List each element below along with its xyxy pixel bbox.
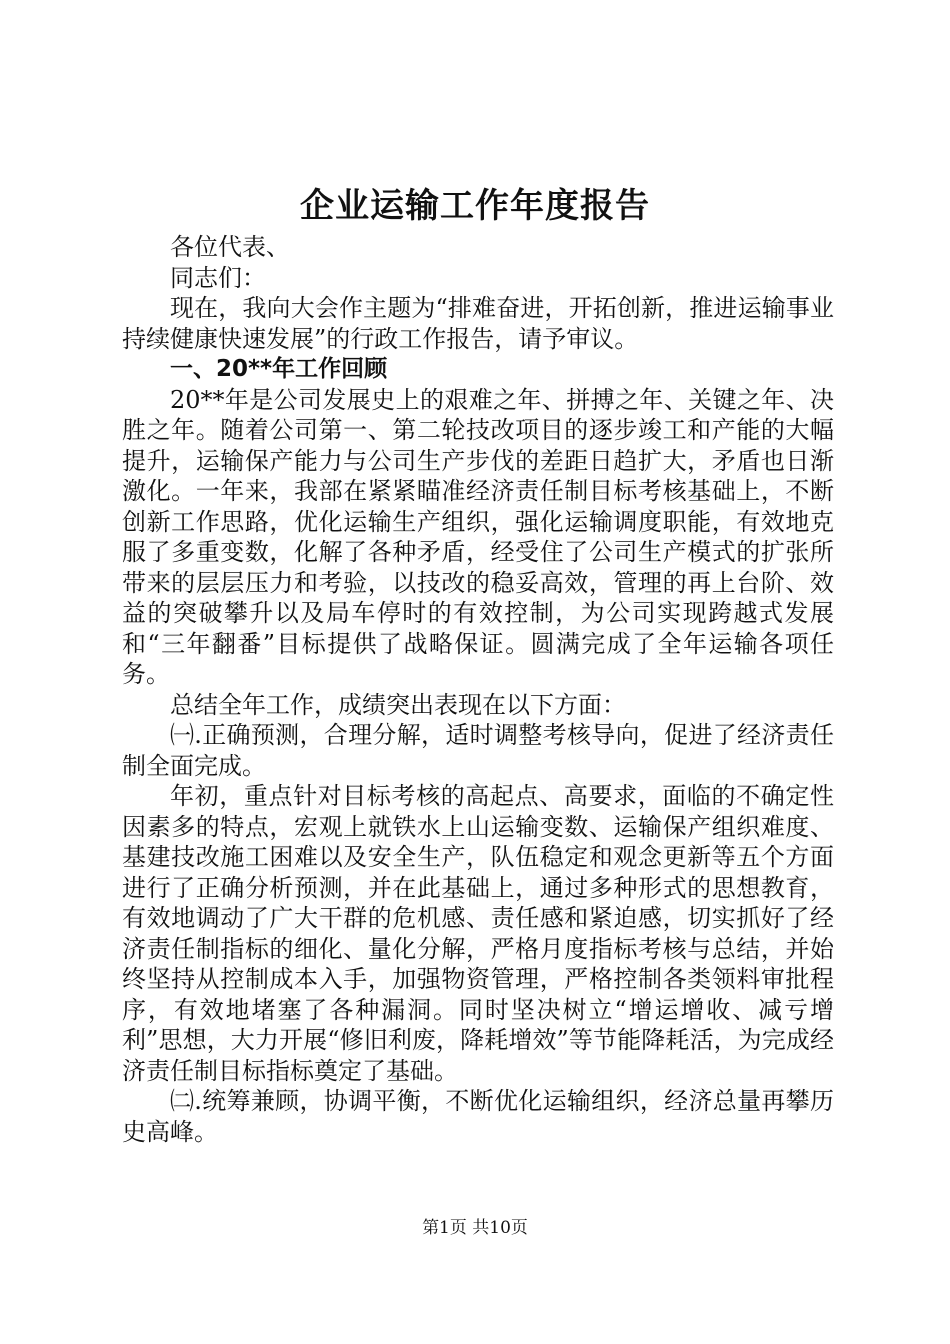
- section-heading: 一、20**年工作回顾: [170, 356, 388, 382]
- subsection-heading: ㈠.正确预测，合理分解，适时调整考核导向，促进了经济责任制全面完成。: [122, 721, 834, 780]
- document-body: [122, 232, 834, 1147]
- salutation-line: 同志们：: [170, 263, 266, 292]
- intro-paragraph: 现在，我向大会作主题为“排难奋进，开拓创新，推进运输事业持续健康快速发展”的行政工作报告，请予审议。: [122, 294, 834, 353]
- document-title: 企业运输工作年度报告: [300, 186, 650, 226]
- subsection-heading: ㈡.统筹兼顾，协调平衡，不断优化运输组织，经济总量再攀历史高峰。: [122, 1087, 834, 1146]
- body-paragraph: 20**年是公司发展史上的艰难之年、拼搏之年、关键之年、决胜之年。随着公司第一、第二轮技改项目的逐步竣工和产能的大幅提升，运输保产能力与公司生产步伐的差距日趋扩大，矛盾也日渐激化。一年来，我部在紧紧瞄准经济责任制目标考核基础上，不断创新工作思路，优化运输生产组织，强化运输调度职能，有效地克服了多重变数，化解了各种矛盾，经受住了公司生产模式的扩张所带来的层层压力和考验，以技改的稳妥高效，管理的再上台阶、效益的突破攀升以及局车停时的有效控制，为公司实现跨越式发展和“三年翻番”目标提供了战略保证。圆满完成了全年运输各项任务。: [122, 385, 834, 688]
- body-paragraph: 总结全年工作，成绩突出表现在以下方面：: [170, 690, 626, 719]
- body-paragraph: 年初，重点针对目标考核的高起点、高要求，面临的不确定性因素多的特点，宏观上就铁水上山运输变数、运输保产组织难度、基建技改施工困难以及安全生产，队伍稳定和观念更新等五个方面进行了正确分析预测，并在此基础上，通过多种形式的思想教育，有效地调动了广大干群的危机感、责任感和紧迫感，切实抓好了经济责任制指标的细化、量化分解，严格月度指标考核与总结，并始终坚持从控制成本入手，加强物资管理，严格控制各类领料审批程序，有效地堵塞了各种漏洞。同时坚决树立“增运增收、减亏增利”思想，大力开展“修旧利废，降耗增效”等节能降耗活，为完成经济责任制目标指标奠定了基础。: [122, 782, 834, 1085]
- page-footer: 第1页 共10页: [422, 1218, 528, 1238]
- salutation-line: 各位代表、: [170, 233, 290, 261]
